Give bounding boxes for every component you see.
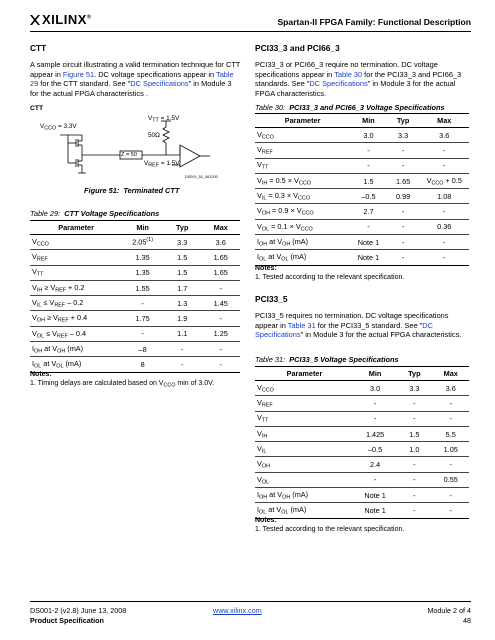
param-cell: $V_{OH} = 0.9 \times V_{CCO}$ bbox=[255, 204, 350, 219]
table-row bbox=[255, 442, 469, 457]
typ-cell: - bbox=[396, 488, 432, 503]
min-cell: 1.5 bbox=[350, 173, 387, 188]
typ-cell: 1.1 bbox=[163, 326, 201, 341]
typ-cell: - bbox=[163, 342, 201, 357]
max-cell: - bbox=[201, 342, 240, 357]
col-header-min: Min bbox=[354, 367, 396, 381]
max-cell: - bbox=[419, 235, 469, 250]
table-row bbox=[30, 280, 240, 295]
min-cell: - bbox=[354, 396, 396, 411]
typ-cell: 1.5 bbox=[396, 426, 432, 441]
xilinx-logo: XILINX® bbox=[30, 12, 91, 27]
table-29-caption: Table 29: CTT Voltage Specifications bbox=[30, 209, 160, 218]
table-row bbox=[255, 472, 469, 487]
table-row bbox=[255, 204, 469, 219]
max-cell: $V_{CCO} + 0.5$ bbox=[419, 173, 469, 188]
pci5-heading: PCI33_5 bbox=[255, 294, 288, 304]
param-cell: $I_{OH}$ at $V_{OH}$ (mA) bbox=[255, 235, 350, 250]
figure-code: DS001_51_061200 bbox=[185, 175, 218, 179]
col-header-max: Max bbox=[419, 114, 469, 128]
pci5-paragraph: PCI33_5 requires no termination. DC voltage specifications appear in Table 31 for the PCI33_5 standard. See "DC Specifications" in Module 3 for the actual FPGA characteristics. bbox=[255, 311, 462, 340]
table-row bbox=[255, 488, 469, 503]
param-cell: $V_{TT}$ bbox=[255, 158, 350, 173]
table-29-notes: Notes: 1. Timing delays are calculated based on $V_{CCO}$ min of 3.0V. bbox=[30, 371, 215, 389]
dc-specifications-link[interactable]: DC Specifications bbox=[130, 79, 189, 89]
xilinx-x-icon bbox=[30, 15, 40, 25]
table-row bbox=[255, 128, 469, 143]
min-cell: - bbox=[350, 158, 387, 173]
table-31-caption: Table 31: PCI33_5 Voltage Specifications bbox=[255, 355, 399, 364]
ctt-circuit-diagram bbox=[30, 103, 245, 183]
col-header-typ: Typ bbox=[387, 114, 420, 128]
min-cell: 1.425 bbox=[354, 426, 396, 441]
impedance-label: Z = 50 bbox=[121, 151, 138, 158]
typ-cell: 1.5 bbox=[163, 250, 201, 265]
param-cell: $I_{OH}$ at $V_{OH}$ (mA) bbox=[30, 342, 122, 357]
param-cell: $V_{OH} \ge V_{REF} + 0.4$ bbox=[30, 311, 122, 326]
typ-cell: - bbox=[387, 219, 420, 234]
param-cell: $V_{CCO}$ bbox=[255, 128, 350, 143]
typ-cell: - bbox=[396, 396, 432, 411]
table-row bbox=[255, 235, 469, 250]
param-cell: $V_{REF}$ bbox=[255, 143, 350, 158]
table-row bbox=[30, 326, 240, 341]
min-cell: –0.5 bbox=[350, 189, 387, 204]
table-29 bbox=[30, 220, 240, 373]
figure-51-caption: Figure 51: Terminated CTT bbox=[84, 186, 180, 195]
typ-cell: 1.7 bbox=[163, 280, 201, 295]
typ-cell: 3.3 bbox=[163, 235, 201, 250]
typ-cell: - bbox=[387, 250, 420, 265]
header-rule bbox=[30, 31, 471, 32]
min-cell: - bbox=[350, 219, 387, 234]
pci33-heading: PCI33_3 and PCI66_3 bbox=[255, 43, 340, 53]
param-cell: $V_{IH} = 0.5 \times V_{CCO}$ bbox=[255, 173, 350, 188]
max-cell: 3.6 bbox=[433, 381, 469, 396]
typ-cell: 1.0 bbox=[396, 442, 432, 457]
max-cell: - bbox=[201, 311, 240, 326]
max-cell: - bbox=[201, 357, 240, 372]
table-row bbox=[30, 296, 240, 311]
min-cell: - bbox=[122, 326, 163, 341]
table-row bbox=[255, 426, 469, 441]
table-row bbox=[255, 143, 469, 158]
param-cell: $V_{IH}$ bbox=[255, 426, 354, 441]
col-header-parameter: Parameter bbox=[255, 367, 354, 381]
table-30-caption: Table 30: PCI33_3 and PCI66_3 Voltage Specifications bbox=[255, 103, 445, 112]
typ-cell: 3.3 bbox=[396, 381, 432, 396]
col-header-min: Min bbox=[350, 114, 387, 128]
table-30-notes: Notes: 1. Tested according to the relevant specification. bbox=[255, 265, 405, 281]
min-cell: Note 1 bbox=[354, 503, 396, 518]
max-cell: - bbox=[433, 396, 469, 411]
col-header-min: Min bbox=[122, 221, 163, 235]
table-row bbox=[30, 265, 240, 280]
param-cell: $V_{OL} = 0.1 \times V_{CCO}$ bbox=[255, 219, 350, 234]
typ-cell: - bbox=[396, 503, 432, 518]
max-cell: - bbox=[201, 280, 240, 295]
typ-cell: 1.5 bbox=[163, 265, 201, 280]
min-cell: 1.35 bbox=[122, 265, 163, 280]
typ-cell: - bbox=[387, 143, 420, 158]
max-cell: - bbox=[419, 143, 469, 158]
max-cell: 1.05 bbox=[433, 442, 469, 457]
table-row bbox=[30, 250, 240, 265]
param-cell: $V_{REF}$ bbox=[30, 250, 122, 265]
max-cell: 1.25 bbox=[201, 326, 240, 341]
param-cell: $I_{OH}$ at $V_{OH}$ (mA) bbox=[255, 488, 354, 503]
ctt-heading: CTT bbox=[30, 43, 47, 53]
param-cell: $V_{IH} \ge V_{REF} + 0.2$ bbox=[30, 280, 122, 295]
typ-cell: - bbox=[387, 235, 420, 250]
table-row bbox=[30, 342, 240, 357]
typ-cell: - bbox=[396, 411, 432, 426]
right-column bbox=[255, 43, 471, 98]
max-cell: 0.36 bbox=[419, 219, 469, 234]
max-cell: 1.65 bbox=[201, 250, 240, 265]
max-cell: 3.6 bbox=[419, 128, 469, 143]
typ-cell: 0.99 bbox=[387, 189, 420, 204]
param-cell: $V_{OH}$ bbox=[255, 457, 354, 472]
dc-specifications-link-3[interactable]: DC Specifications bbox=[255, 320, 433, 340]
min-cell: - bbox=[354, 411, 396, 426]
table-29-link[interactable]: Table 29 bbox=[30, 69, 234, 89]
param-cell: $V_{CCO}$ bbox=[30, 235, 122, 250]
max-cell: - bbox=[433, 488, 469, 503]
col-header-typ: Typ bbox=[163, 221, 201, 235]
doc-id: DS001-2 (v2.8) June 13, 2008 bbox=[30, 606, 127, 615]
table-row bbox=[255, 457, 469, 472]
max-cell: 0.55 bbox=[433, 472, 469, 487]
footer-right bbox=[427, 606, 471, 625]
left-column bbox=[30, 43, 242, 98]
typ-cell: - bbox=[396, 457, 432, 472]
footer-left bbox=[30, 606, 126, 625]
min-cell: Note 1 bbox=[350, 250, 387, 265]
min-cell: 2.7 bbox=[350, 204, 387, 219]
param-cell: $V_{OL} \le V_{REF} - 0.4$ bbox=[30, 326, 122, 341]
table-row bbox=[255, 381, 469, 396]
table-row bbox=[255, 173, 469, 188]
table-row bbox=[255, 250, 469, 265]
min-cell: 1.55 bbox=[122, 280, 163, 295]
min-cell: 2.05$^{(1)}$ bbox=[122, 235, 163, 250]
param-cell: $V_{IL}$ bbox=[255, 442, 354, 457]
dc-specifications-link-2[interactable]: DC Specifications bbox=[309, 79, 368, 89]
table-row bbox=[255, 411, 469, 426]
typ-cell: 1.9 bbox=[163, 311, 201, 326]
pci33-paragraph: PCI33_3 or PCI66_3 require no termination. DC voltage specifications appear in Table 30 for the PCI33_3 and PCI66_3 standards. See "DC Specifications" in Module 3 for the actual FPGA characteristics. bbox=[255, 60, 462, 98]
table-31 bbox=[255, 366, 469, 519]
table-row bbox=[255, 219, 469, 234]
vtt-label: $V_{TT} = 1.5V$ bbox=[148, 115, 180, 124]
typ-cell: 3.3 bbox=[387, 128, 420, 143]
ctt-paragraph: A sample circuit illustrating a valid termination technique for CTT appear in Figure 51. DC voltage specifications appear in Table 29 for the CTT standard. See "DC Specifications" in Module 3 for the actual FPGA characteristics . bbox=[30, 60, 241, 98]
param-cell: $I_{OL}$ at $V_{OL}$ (mA) bbox=[255, 250, 350, 265]
page-number: 48 bbox=[463, 615, 471, 625]
param-cell: $V_{TT}$ bbox=[255, 411, 354, 426]
table-30-link[interactable]: Table 30 bbox=[334, 69, 363, 79]
logo-text: XILINX bbox=[42, 12, 87, 27]
param-cell: $V_{IL} \le V_{REF} - 0.2$ bbox=[30, 296, 122, 311]
table-31-notes: Notes: 1. Tested according to the relevant specification. bbox=[255, 517, 405, 533]
min-cell: 1.35 bbox=[122, 250, 163, 265]
typ-cell: - bbox=[396, 472, 432, 487]
table-row bbox=[255, 189, 469, 204]
param-cell: $V_{REF}$ bbox=[255, 396, 354, 411]
resistor-label: 50Ω bbox=[148, 132, 160, 139]
min-cell: Note 1 bbox=[354, 488, 396, 503]
param-cell: $V_{TT}$ bbox=[30, 265, 122, 280]
table-row bbox=[255, 158, 469, 173]
param-cell: $V_{CCO}$ bbox=[255, 381, 354, 396]
typ-cell: - bbox=[387, 204, 420, 219]
min-cell: - bbox=[122, 296, 163, 311]
param-cell: $V_{OL}$ bbox=[255, 472, 354, 487]
vcco-label: $V_{CCO} = 3.3V$ bbox=[40, 123, 77, 132]
pci5-section bbox=[255, 294, 471, 340]
max-cell: - bbox=[419, 204, 469, 219]
min-cell: 8 bbox=[122, 357, 163, 372]
min-cell: - bbox=[354, 472, 396, 487]
max-cell: 3.6 bbox=[201, 235, 240, 250]
vref-label: $V_{REF} = 1.5V$ bbox=[144, 160, 180, 169]
min-cell: 3.0 bbox=[354, 381, 396, 396]
param-cell: $V_{IL} = 0.3 \times V_{CCO}$ bbox=[255, 189, 350, 204]
max-cell: 1.08 bbox=[419, 189, 469, 204]
figure-51-link[interactable]: Figure 51 bbox=[62, 69, 95, 79]
max-cell: - bbox=[433, 411, 469, 426]
figure-51-diagram bbox=[30, 103, 245, 183]
typ-cell: - bbox=[387, 158, 420, 173]
typ-cell: 1.3 bbox=[163, 296, 201, 311]
figure-title: CTT bbox=[30, 105, 44, 112]
footer-url-link[interactable]: www.xilinx.com bbox=[213, 606, 262, 615]
min-cell: –8 bbox=[122, 342, 163, 357]
max-cell: 1.45 bbox=[201, 296, 240, 311]
table-row bbox=[30, 235, 240, 250]
page-header-title: Spartan-II FPGA Family: Functional Description bbox=[277, 17, 471, 27]
col-header-parameter: Parameter bbox=[30, 221, 122, 235]
min-cell: 1.75 bbox=[122, 311, 163, 326]
table-30 bbox=[255, 113, 469, 266]
min-cell: –0.5 bbox=[354, 442, 396, 457]
max-cell: - bbox=[419, 158, 469, 173]
min-cell: 3.0 bbox=[350, 128, 387, 143]
max-cell: - bbox=[433, 503, 469, 518]
min-cell: - bbox=[350, 143, 387, 158]
param-cell: $I_{OL}$ at $V_{OL}$ (mA) bbox=[255, 503, 354, 518]
max-cell: - bbox=[433, 457, 469, 472]
typ-cell: 1.65 bbox=[387, 173, 420, 188]
max-cell: 1.65 bbox=[201, 265, 240, 280]
param-cell: $I_{OL}$ at $V_{OL}$ (mA) bbox=[30, 357, 122, 372]
col-header-typ: Typ bbox=[396, 367, 432, 381]
typ-cell: - bbox=[163, 357, 201, 372]
table-row bbox=[255, 396, 469, 411]
col-header-max: Max bbox=[433, 367, 469, 381]
col-header-max: Max bbox=[201, 221, 240, 235]
max-cell: - bbox=[419, 250, 469, 265]
max-cell: 5.5 bbox=[433, 426, 469, 441]
module-label: Module 2 of 4 bbox=[427, 606, 471, 615]
footer-rule bbox=[30, 601, 471, 602]
min-cell: 2.4 bbox=[354, 457, 396, 472]
min-cell: Note 1 bbox=[350, 235, 387, 250]
table-row bbox=[30, 311, 240, 326]
col-header-parameter: Parameter bbox=[255, 114, 350, 128]
product-spec: Product Specification bbox=[30, 615, 104, 625]
table-31-link[interactable]: Table 31 bbox=[287, 320, 316, 330]
